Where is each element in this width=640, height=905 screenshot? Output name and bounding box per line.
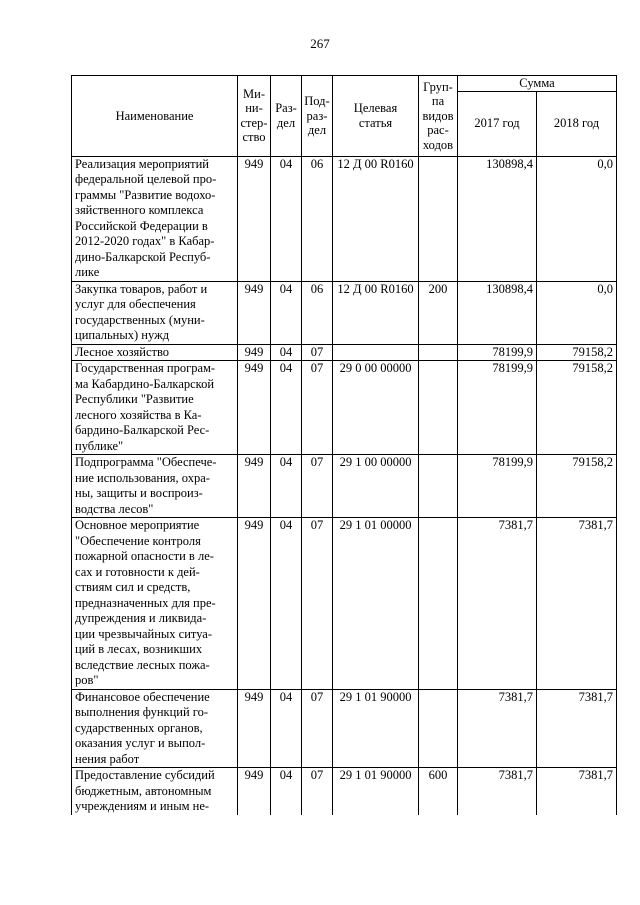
row-2018: 0,0 [537,156,617,281]
row-2017: 78199,9 [458,455,537,518]
header-year-2017: 2017 год [458,91,537,156]
table-row [72,518,617,690]
row-name: Закупка товаров, работ и услуг для обеспечения государственных (муни- ципальных) нужд [72,281,238,344]
table-row [72,156,617,281]
row-group: 600 [419,768,458,815]
table-row [72,455,617,518]
row-subsection: 06 [302,281,333,344]
row-target: 12 Д 00 R0160 [333,156,419,281]
row-subsection: 07 [302,768,333,815]
table-row [72,689,617,768]
row-group: 200 [419,281,458,344]
row-target [333,344,419,361]
row-2017: 7381,7 [458,689,537,768]
table-row [72,344,617,361]
row-group [419,518,458,690]
row-name: Подпрограмма "Обеспече- ние использования, охра- ны, защиты и воспроиз- водства лесов" [72,455,238,518]
header-section: Раз- дел [271,76,302,157]
row-ministry: 949 [238,768,271,815]
row-group [419,344,458,361]
row-2018: 79158,2 [537,361,617,455]
row-name: Предоставление субсидий бюджетным, автономным учреждениям и иным не- [72,768,238,815]
header-ministry: Ми- ни- стер- ство [238,76,271,157]
row-subsection: 06 [302,156,333,281]
row-target: 29 1 01 90000 [333,768,419,815]
row-2017: 78199,9 [458,344,537,361]
row-target: 29 1 01 90000 [333,689,419,768]
row-ministry: 949 [238,689,271,768]
row-name: Реализация мероприятий федеральной целевой про- граммы "Развитие водохо- зяйственного комплекса Российской Федерации в 2012-2020 годах" в Кабар- дино-Балкарской Респуб- лике [72,156,238,281]
row-group [419,361,458,455]
row-ministry: 949 [238,281,271,344]
row-subsection: 07 [302,455,333,518]
row-2018: 7381,7 [537,689,617,768]
row-subsection: 07 [302,518,333,690]
row-2017: 7381,7 [458,768,537,815]
row-section: 04 [271,689,302,768]
row-group [419,156,458,281]
row-ministry: 949 [238,361,271,455]
row-name: Финансовое обеспечение выполнения функций го- сударственных органов, оказания услуг и выпол- нения работ [72,689,238,768]
row-section: 04 [271,344,302,361]
row-ministry: 949 [238,156,271,281]
header-expense-group: Груп- па видов рас- ходов [419,76,458,157]
row-2018: 79158,2 [537,455,617,518]
row-subsection: 07 [302,689,333,768]
row-2017: 7381,7 [458,518,537,690]
row-name: Государственная програм- ма Кабардино-Балкарской Республики "Развитие лесного хозяйства в Ка- бардино-Балкарской Рес- публике" [72,361,238,455]
row-name: Основное мероприятие "Обеспечение контроля пожарной опасности в ле- сах и готовности к дей- ствиям сил и средств, предназначенных для пре- дупреждения и ликвида- ции чрезвычайных ситуа- ций в лесах, возникших вследствие лесных пожа- ров" [72,518,238,690]
header-target: Целевая статья [333,76,419,157]
table-row [72,361,617,455]
row-ministry: 949 [238,518,271,690]
row-2018: 7381,7 [537,768,617,815]
row-target: 29 1 00 00000 [333,455,419,518]
table-body [72,156,617,815]
row-2017: 130898,4 [458,281,537,344]
row-section: 04 [271,455,302,518]
row-target: 29 1 01 00000 [333,518,419,690]
header-subsection: Под- раз- дел [302,76,333,157]
row-2017: 130898,4 [458,156,537,281]
header-name: Наименование [72,76,238,157]
row-section: 04 [271,768,302,815]
row-section: 04 [271,156,302,281]
row-target: 29 0 00 00000 [333,361,419,455]
row-2017: 78199,9 [458,361,537,455]
row-section: 04 [271,281,302,344]
row-2018: 7381,7 [537,518,617,690]
row-subsection: 07 [302,361,333,455]
budget-table [71,75,617,815]
row-group [419,689,458,768]
row-name: Лесное хозяйство [72,344,238,361]
row-ministry: 949 [238,455,271,518]
row-ministry: 949 [238,344,271,361]
row-group [419,455,458,518]
table-row [72,768,617,815]
row-target: 12 Д 00 R0160 [333,281,419,344]
row-section: 04 [271,518,302,690]
header-sum: Сумма [458,76,617,92]
row-2018: 79158,2 [537,344,617,361]
page-number: 267 [310,36,330,51]
header-year-2018: 2018 год [537,91,617,156]
table-row [72,281,617,344]
row-section: 04 [271,361,302,455]
row-2018: 0,0 [537,281,617,344]
row-subsection: 07 [302,344,333,361]
